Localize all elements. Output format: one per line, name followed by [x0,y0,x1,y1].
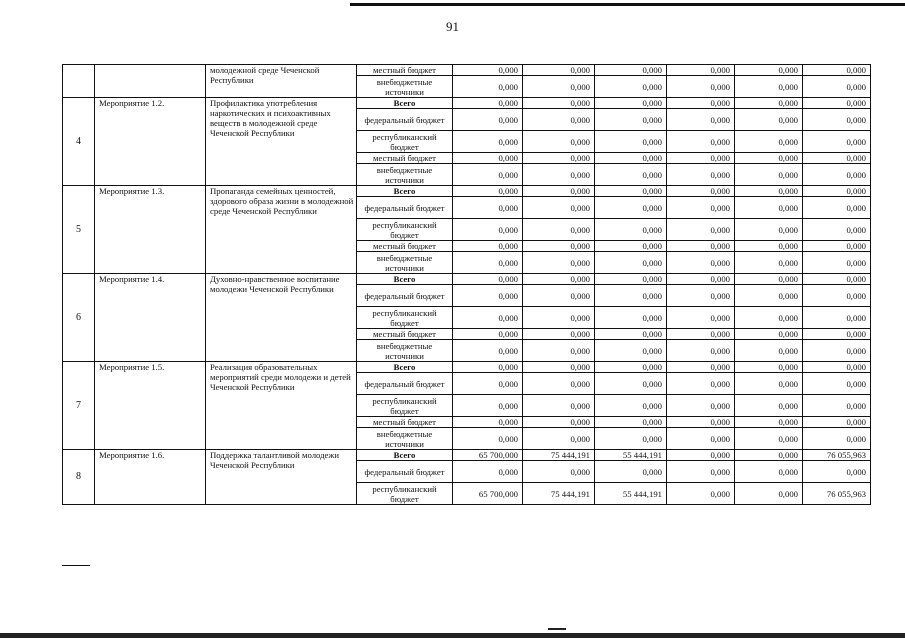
amount-cell: 0,000 [453,307,523,329]
amount-cell: 0,000 [667,483,735,505]
amount-cell: 75 444,191 [523,450,595,461]
amount-cell: 0,000 [667,153,735,164]
amount-cell: 0,000 [453,197,523,219]
budget-table [62,64,871,505]
amount-cell: 0,000 [453,76,523,98]
amount-cell: 0,000 [803,329,871,340]
event-name-cell: Поддержка талантливой молодежи Чеченской Республики [206,450,357,505]
amount-cell: 0,000 [735,307,803,329]
table-row [63,186,871,197]
amount-cell: 0,000 [735,153,803,164]
amount-cell: 0,000 [523,219,595,241]
amount-cell: 0,000 [595,241,667,252]
amount-cell: 0,000 [803,428,871,450]
table-row [63,65,871,76]
amount-cell: 0,000 [667,98,735,109]
amount-cell: 0,000 [595,274,667,285]
amount-cell: 0,000 [523,362,595,373]
amount-cell: 0,000 [523,373,595,395]
amount-cell: 0,000 [735,362,803,373]
funding-source-cell: местный бюджет [357,417,453,428]
amount-cell: 0,000 [595,197,667,219]
amount-cell: 0,000 [667,219,735,241]
amount-cell: 0,000 [595,417,667,428]
amount-cell: 0,000 [453,219,523,241]
table-row [63,98,871,109]
amount-cell: 0,000 [595,252,667,274]
amount-cell: 0,000 [735,76,803,98]
amount-cell: 0,000 [595,285,667,307]
amount-cell: 0,000 [523,131,595,153]
amount-cell: 0,000 [667,340,735,362]
amount-cell: 0,000 [523,109,595,131]
amount-cell: 0,000 [735,252,803,274]
amount-cell: 0,000 [667,285,735,307]
amount-cell: 0,000 [667,461,735,483]
amount-cell: 0,000 [803,274,871,285]
amount-cell: 0,000 [595,362,667,373]
amount-cell: 0,000 [667,186,735,197]
funding-source-cell: Всего [357,98,453,109]
amount-cell: 0,000 [667,329,735,340]
amount-cell: 0,000 [453,109,523,131]
funding-source-cell: республиканский бюджет [357,307,453,329]
amount-cell: 0,000 [523,285,595,307]
table-row [63,362,871,373]
funding-source-cell: Всего [357,450,453,461]
amount-cell: 0,000 [803,65,871,76]
amount-cell: 0,000 [523,340,595,362]
amount-cell: 65 700,000 [453,483,523,505]
row-number-cell: 4 [63,98,95,186]
event-id-cell: Мероприятие 1.2. [95,98,206,186]
amount-cell: 0,000 [667,274,735,285]
funding-source-cell: местный бюджет [357,329,453,340]
amount-cell: 0,000 [735,417,803,428]
funding-source-cell: местный бюджет [357,65,453,76]
amount-cell: 0,000 [803,362,871,373]
amount-cell: 0,000 [735,274,803,285]
amount-cell: 0,000 [803,340,871,362]
amount-cell: 0,000 [667,450,735,461]
amount-cell: 0,000 [523,76,595,98]
amount-cell: 0,000 [523,274,595,285]
event-id-cell: Мероприятие 1.4. [95,274,206,362]
amount-cell: 0,000 [667,197,735,219]
amount-cell: 0,000 [735,373,803,395]
amount-cell: 0,000 [803,98,871,109]
amount-cell: 0,000 [453,241,523,252]
top-rule [350,3,905,6]
amount-cell: 0,000 [595,164,667,186]
amount-cell: 0,000 [803,307,871,329]
amount-cell: 0,000 [735,461,803,483]
funding-source-cell: внебюджетные источники [357,428,453,450]
funding-source-cell: Всего [357,362,453,373]
row-number-cell: 8 [63,450,95,505]
amount-cell: 0,000 [803,76,871,98]
amount-cell: 0,000 [803,461,871,483]
amount-cell: 0,000 [595,340,667,362]
event-name-cell: молодежной среде Чеченской Республики [206,65,357,98]
row-number-cell: 7 [63,362,95,450]
amount-cell: 0,000 [735,131,803,153]
amount-cell: 0,000 [735,186,803,197]
amount-cell: 0,000 [453,285,523,307]
funding-source-cell: внебюджетные источники [357,164,453,186]
amount-cell: 0,000 [453,417,523,428]
amount-cell: 0,000 [453,131,523,153]
funding-source-cell: федеральный бюджет [357,285,453,307]
amount-cell: 65 700,000 [453,450,523,461]
table-row [63,274,871,285]
amount-cell: 0,000 [735,395,803,417]
amount-cell: 0,000 [667,164,735,186]
amount-cell: 0,000 [803,131,871,153]
amount-cell: 0,000 [667,428,735,450]
amount-cell: 0,000 [735,450,803,461]
amount-cell: 0,000 [667,241,735,252]
amount-cell: 0,000 [667,109,735,131]
amount-cell: 76 055,963 [803,483,871,505]
amount-cell: 0,000 [803,417,871,428]
funding-source-cell: республиканский бюджет [357,131,453,153]
amount-cell: 0,000 [735,428,803,450]
amount-cell: 0,000 [803,153,871,164]
amount-cell: 0,000 [735,329,803,340]
amount-cell: 0,000 [453,98,523,109]
amount-cell: 0,000 [453,329,523,340]
amount-cell: 0,000 [803,373,871,395]
amount-cell: 0,000 [803,285,871,307]
amount-cell: 55 444,191 [595,483,667,505]
amount-cell: 0,000 [735,241,803,252]
amount-cell: 0,000 [595,329,667,340]
amount-cell: 0,000 [523,65,595,76]
amount-cell: 0,000 [453,65,523,76]
amount-cell: 0,000 [595,131,667,153]
row-number-cell [63,65,95,98]
amount-cell: 0,000 [735,340,803,362]
event-name-cell: Реализация образовательных мероприятий среди молодежи и детей Чеченской Республики [206,362,357,450]
amount-cell: 0,000 [595,219,667,241]
event-id-cell: Мероприятие 1.6. [95,450,206,505]
amount-cell: 0,000 [667,307,735,329]
row-number-cell: 6 [63,274,95,362]
funding-source-cell: республиканский бюджет [357,483,453,505]
amount-cell: 0,000 [453,153,523,164]
table-row [63,450,871,461]
amount-cell: 0,000 [595,65,667,76]
amount-cell: 0,000 [523,428,595,450]
amount-cell: 0,000 [667,252,735,274]
row-number-cell: 5 [63,186,95,274]
amount-cell: 0,000 [803,186,871,197]
amount-cell: 0,000 [735,285,803,307]
amount-cell: 0,000 [523,164,595,186]
amount-cell: 0,000 [453,164,523,186]
amount-cell: 0,000 [523,395,595,417]
amount-cell: 0,000 [453,395,523,417]
amount-cell: 0,000 [453,362,523,373]
amount-cell: 55 444,191 [595,450,667,461]
amount-cell: 0,000 [803,164,871,186]
amount-cell: 0,000 [667,362,735,373]
funding-source-cell: республиканский бюджет [357,395,453,417]
funding-source-cell: местный бюджет [357,241,453,252]
amount-cell: 0,000 [667,76,735,98]
amount-cell: 0,000 [453,274,523,285]
page-number: 91 [446,19,459,34]
amount-cell: 0,000 [523,329,595,340]
event-id-cell: Мероприятие 1.5. [95,362,206,450]
amount-cell: 0,000 [735,197,803,219]
amount-cell: 0,000 [735,98,803,109]
event-id-cell: Мероприятие 1.3. [95,186,206,274]
amount-cell: 0,000 [803,252,871,274]
amount-cell: 0,000 [803,219,871,241]
amount-cell: 76 055,963 [803,450,871,461]
amount-cell: 0,000 [523,197,595,219]
amount-cell: 0,000 [667,373,735,395]
amount-cell: 0,000 [523,307,595,329]
amount-cell: 75 444,191 [523,483,595,505]
amount-cell: 0,000 [523,98,595,109]
funding-source-cell: Всего [357,186,453,197]
funding-source-cell: федеральный бюджет [357,461,453,483]
amount-cell: 0,000 [735,483,803,505]
amount-cell: 0,000 [595,109,667,131]
funding-source-cell: местный бюджет [357,153,453,164]
amount-cell: 0,000 [523,186,595,197]
event-name-cell: Профилактика употребления наркотических и психоактивных веществ в молодежной среде Чеченской Республики [206,98,357,186]
amount-cell: 0,000 [595,76,667,98]
amount-cell: 0,000 [595,373,667,395]
amount-cell: 0,000 [453,186,523,197]
budget-table-wrapper [62,64,871,505]
event-cell [95,65,206,98]
amount-cell: 0,000 [453,340,523,362]
amount-cell: 0,000 [735,164,803,186]
funding-source-cell: федеральный бюджет [357,373,453,395]
amount-cell: 0,000 [595,153,667,164]
amount-cell: 0,000 [595,461,667,483]
amount-cell: 0,000 [803,197,871,219]
amount-cell: 0,000 [595,98,667,109]
amount-cell: 0,000 [803,109,871,131]
amount-cell: 0,000 [803,395,871,417]
amount-cell: 0,000 [595,428,667,450]
amount-cell: 0,000 [735,109,803,131]
amount-cell: 0,000 [595,186,667,197]
amount-cell: 0,000 [523,153,595,164]
amount-cell: 0,000 [667,395,735,417]
amount-cell: 0,000 [735,65,803,76]
amount-cell: 0,000 [523,252,595,274]
amount-cell: 0,000 [523,417,595,428]
amount-cell: 0,000 [735,219,803,241]
amount-cell: 0,000 [453,428,523,450]
amount-cell: 0,000 [667,131,735,153]
funding-source-cell: внебюджетные источники [357,252,453,274]
amount-cell: 0,000 [595,395,667,417]
funding-source-cell: внебюджетные источники [357,76,453,98]
amount-cell: 0,000 [803,241,871,252]
amount-cell: 0,000 [523,461,595,483]
table-end-tick [62,565,90,566]
amount-cell: 0,000 [523,241,595,252]
event-name-cell: Духовно-нравственное воспитание молодежи Чеченской Республики [206,274,357,362]
funding-source-cell: федеральный бюджет [357,197,453,219]
bottom-mark [548,628,566,630]
funding-source-cell: республиканский бюджет [357,219,453,241]
funding-source-cell: Всего [357,274,453,285]
amount-cell: 0,000 [667,417,735,428]
bottom-rule [0,633,905,638]
amount-cell: 0,000 [667,65,735,76]
funding-source-cell: федеральный бюджет [357,109,453,131]
amount-cell: 0,000 [453,373,523,395]
amount-cell: 0,000 [453,461,523,483]
event-name-cell: Пропаганда семейных ценностей, здорового образа жизни в молодежной среде Чеченской Республики [206,186,357,274]
table-body [63,65,871,505]
amount-cell: 0,000 [453,252,523,274]
funding-source-cell: внебюджетные источники [357,340,453,362]
amount-cell: 0,000 [595,307,667,329]
